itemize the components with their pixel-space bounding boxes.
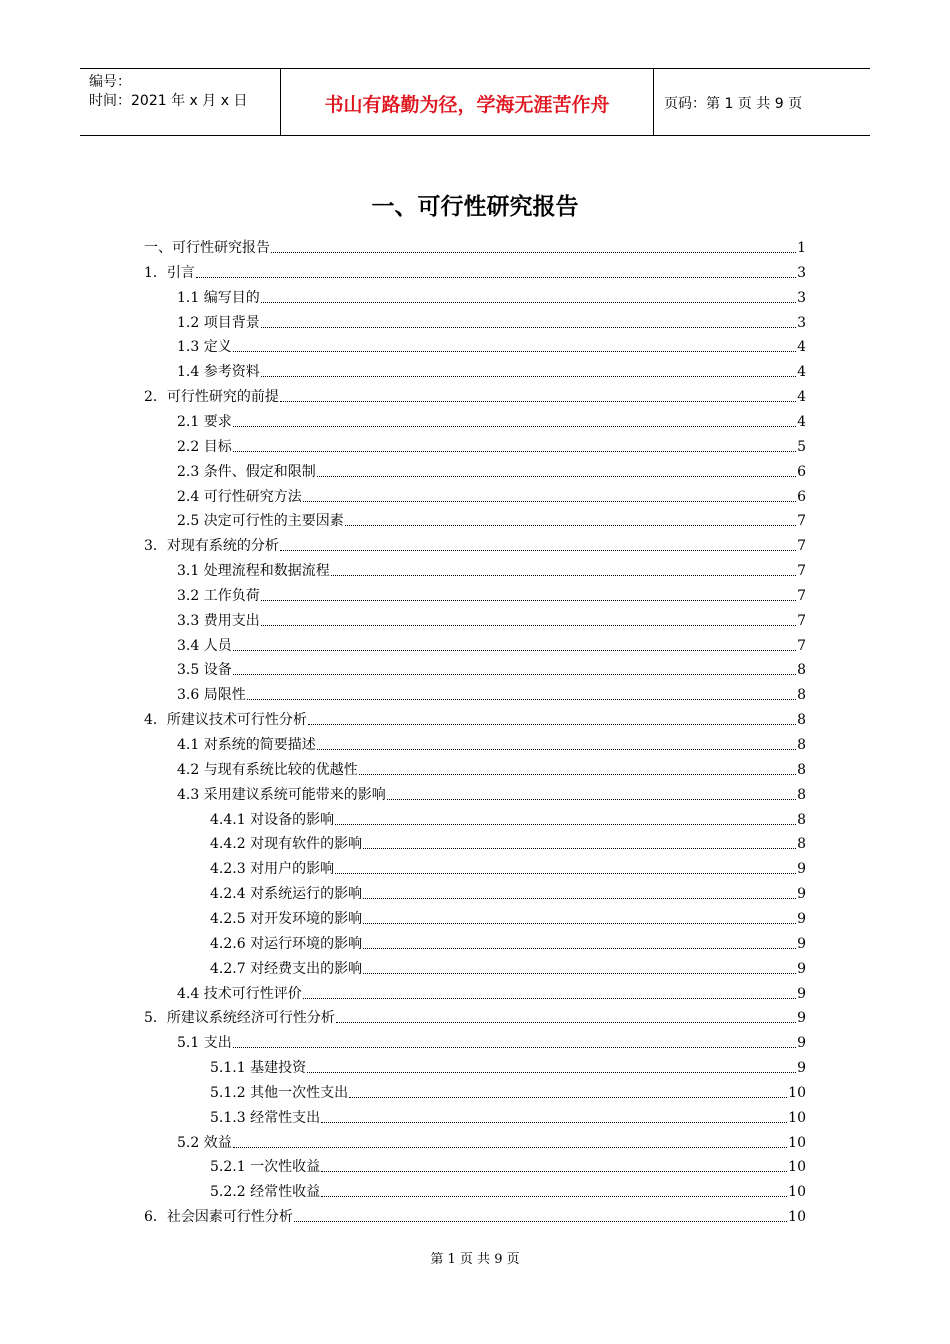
page-title: 一、可行性研究报告	[371, 194, 579, 220]
toc-leader-dots	[317, 749, 796, 750]
toc-entry-label: 4.2.7 对经费支出的影响	[210, 960, 363, 977]
toc-entry[interactable]	[144, 531, 806, 555]
toc-leader-dots	[363, 848, 796, 849]
toc-entry-page: 10	[788, 1209, 806, 1226]
toc-entry-label: 1．引言	[144, 264, 195, 281]
toc-entry-label: 5.2.1 一次性收益	[210, 1159, 321, 1176]
toc-leader-dots	[363, 898, 796, 899]
toc-entry-page: 8	[797, 662, 806, 679]
toc-entry-page: 9	[797, 1010, 806, 1027]
toc-entry[interactable]	[210, 904, 806, 928]
toc-entry[interactable]	[210, 1152, 806, 1176]
toc-entry-label: 4.4.1 对设备的影响	[210, 811, 335, 828]
toc-leader-dots	[308, 724, 796, 725]
toc-entry-label: 2.1 要求	[177, 413, 232, 430]
toc-entry[interactable]	[144, 1202, 806, 1226]
toc-leader-dots	[233, 650, 796, 651]
toc-entry-page: 8	[797, 836, 806, 853]
toc-entry-label: 5.2 效益	[177, 1134, 232, 1151]
toc-leader-dots	[387, 799, 796, 800]
toc-entry-label: 5.1.3 经常性支出	[210, 1109, 321, 1126]
toc-leader-dots	[303, 998, 796, 999]
toc-entry-page: 3	[797, 289, 806, 306]
toc-entry-page: 3	[797, 264, 806, 281]
toc-entry-page: 7	[797, 587, 806, 604]
toc-leader-dots	[335, 824, 796, 825]
toc-entry-label: 4.4 技术可行性评价	[177, 985, 302, 1002]
toc-leader-dots	[233, 426, 796, 427]
toc-entry-label: 2.4 可行性研究方法	[177, 488, 302, 505]
toc-entry[interactable]	[177, 457, 806, 481]
toc-entry[interactable]	[177, 357, 806, 381]
toc-entry[interactable]	[177, 680, 806, 704]
toc-entry-label: 一、可行性研究报告	[144, 240, 270, 256]
toc-entry-label: 1.4 参考资料	[177, 364, 260, 381]
toc-entry-label: 3.1 处理流程和数据流程	[177, 563, 330, 580]
toc-entry[interactable]	[177, 407, 806, 431]
toc-leader-dots	[233, 451, 796, 452]
toc-entry[interactable]	[210, 929, 806, 953]
toc-entry-page: 8	[797, 737, 806, 753]
document-header	[80, 68, 870, 136]
toc-leader-dots	[321, 1196, 787, 1197]
toc-entry-page: 8	[797, 687, 806, 704]
toc-entry-page: 6	[797, 488, 806, 505]
toc-leader-dots	[294, 1221, 787, 1222]
header-time: 时间：2021 年 x 月 x 日	[89, 93, 248, 109]
toc-entry-page: 9	[797, 960, 806, 977]
toc-entry[interactable]	[210, 805, 806, 829]
toc-leader-dots	[321, 1122, 787, 1123]
toc-entry[interactable]	[210, 1053, 806, 1077]
toc-entry-page: 10	[788, 1134, 806, 1151]
toc-entry-label: 4．所建议技术可行性分析	[144, 712, 307, 729]
toc-entry-page: 9	[797, 935, 806, 952]
toc-leader-dots	[336, 1022, 796, 1023]
toc-entry[interactable]	[177, 979, 806, 1003]
toc-entry-page: 9	[797, 861, 806, 878]
toc-entry-page: 10	[788, 1184, 806, 1201]
toc-leader-dots	[335, 873, 796, 874]
toc-entry-label: 4.1 对系统的简要描述	[177, 737, 316, 753]
page-footer: 第 1 页 共 9 页	[430, 1252, 520, 1267]
toc-entry-label: 4.2.3 对用户的影响	[210, 861, 335, 878]
toc-entry-page: 8	[797, 786, 806, 803]
toc-entry[interactable]	[177, 631, 806, 655]
toc-entry-page: 9	[797, 985, 806, 1002]
toc-entry[interactable]	[177, 606, 806, 630]
toc-entry[interactable]	[210, 879, 806, 903]
toc-entry-page: 4	[797, 413, 806, 430]
toc-entry[interactable]	[210, 1103, 806, 1127]
toc-entry-label: 4.2 与现有系统比较的优越性	[177, 761, 358, 778]
toc-entry-label: 5.2.2 经常性收益	[210, 1184, 321, 1201]
toc-entry[interactable]	[177, 283, 806, 307]
toc-entry[interactable]	[177, 730, 806, 754]
toc-entry-label: 3.4 人员	[177, 637, 232, 654]
toc-entry-label: 3.3 费用支出	[177, 612, 260, 629]
toc-entry[interactable]	[144, 1003, 806, 1027]
toc-leader-dots	[196, 277, 796, 278]
header-meta	[80, 69, 281, 135]
toc-leader-dots	[321, 1171, 787, 1172]
toc-entry-label: 5.1.2 其他一次性支出	[210, 1084, 349, 1101]
toc-entry-label: 5.1.1 基建投资	[210, 1060, 307, 1077]
toc-entry[interactable]	[144, 705, 806, 729]
toc-entry-label: 3.2 工作负荷	[177, 587, 260, 604]
toc-entry[interactable]	[210, 1078, 806, 1102]
toc-entry-page: 4	[797, 339, 806, 356]
toc-entry-label: 2.2 目标	[177, 438, 232, 455]
toc-entry-page: 4	[797, 389, 806, 406]
toc-entry-label: 3.5 设备	[177, 662, 232, 679]
toc-leader-dots	[233, 351, 796, 352]
toc-leader-dots	[261, 302, 796, 303]
toc-entry-label: 1.2 项目背景	[177, 314, 260, 331]
toc-entry-page: 7	[797, 563, 806, 580]
toc-leader-dots	[233, 1047, 796, 1048]
toc-entry[interactable]	[210, 954, 806, 978]
toc-entry-label: 2.3 条件、假定和限制	[177, 463, 316, 480]
toc-entry-page: 10	[788, 1109, 806, 1126]
toc-entry[interactable]	[177, 1128, 806, 1152]
toc-entry[interactable]	[210, 1177, 806, 1201]
toc-entry-label: 2.5 决定可行性的主要因素	[177, 513, 344, 530]
header-number: 编号：	[89, 74, 131, 90]
toc-leader-dots	[233, 674, 796, 675]
toc-entry-page: 7	[797, 637, 806, 654]
toc-leader-dots	[345, 525, 796, 526]
toc-leader-dots	[261, 625, 796, 626]
toc-leader-dots	[331, 575, 796, 576]
toc-entry[interactable]	[177, 432, 806, 456]
toc-leader-dots	[363, 923, 796, 924]
toc-entry[interactable]	[144, 233, 806, 257]
toc-entry-label: 6．社会因素可行性分析	[144, 1209, 293, 1226]
header-motto: 书山有路勤为径，学海无涯苦作舟	[281, 69, 654, 135]
toc-leader-dots	[261, 327, 796, 328]
toc-entry-page: 5	[797, 438, 806, 455]
toc-leader-dots	[303, 501, 796, 502]
toc-entry-label: 1.3 定义	[177, 339, 232, 356]
toc-entry[interactable]	[177, 1028, 806, 1052]
toc-entry[interactable]	[177, 581, 806, 605]
toc-entry[interactable]	[177, 755, 806, 779]
toc-leader-dots	[359, 774, 796, 775]
toc-entry-label: 4.3 采用建议系统可能带来的影响	[177, 786, 386, 803]
toc-entry-label: 4.2.6 对运行环境的影响	[210, 935, 363, 952]
toc-entry-page: 9	[797, 1060, 806, 1077]
toc-entry-label: 5.1 支出	[177, 1035, 232, 1052]
toc-entry-label: 3．对现有系统的分析	[144, 538, 279, 555]
toc-leader-dots	[261, 600, 796, 601]
toc-entry-label: 2．可行性研究的前提	[144, 389, 279, 406]
toc-entry-page: 7	[797, 538, 806, 555]
toc-entry-label: 4.2.4 对系统运行的影响	[210, 886, 363, 903]
toc-entry[interactable]	[177, 780, 806, 804]
toc-leader-dots	[349, 1097, 787, 1098]
toc-entry[interactable]	[177, 482, 806, 506]
toc-entry-page: 6	[797, 463, 806, 480]
toc-leader-dots	[247, 699, 796, 700]
toc-leader-dots	[363, 973, 796, 974]
toc-entry-page: 9	[797, 1035, 806, 1052]
toc-entry[interactable]	[177, 655, 806, 679]
toc-entry-page: 1	[797, 240, 806, 256]
toc-entry[interactable]	[210, 829, 806, 853]
toc-leader-dots	[280, 401, 796, 402]
toc-entry-page: 3	[797, 314, 806, 331]
toc-entry-page: 8	[797, 811, 806, 828]
toc-entry-page: 4	[797, 364, 806, 381]
toc-leader-dots	[280, 550, 796, 551]
toc-entry-label: 1.1 编写目的	[177, 289, 260, 306]
toc-entry[interactable]	[177, 308, 806, 332]
toc-entry-label: 4.4.2 对现有软件的影响	[210, 836, 363, 853]
header-page-info: 页码：第 1 页 共 9 页	[664, 96, 803, 112]
toc-entry-page: 8	[797, 761, 806, 778]
toc-entry[interactable]	[144, 258, 806, 282]
toc-entry[interactable]	[177, 506, 806, 530]
toc-entry[interactable]	[210, 854, 806, 878]
toc-entry[interactable]	[177, 332, 806, 356]
toc-entry-page: 8	[797, 712, 806, 729]
toc-entry-page: 10	[788, 1159, 806, 1176]
toc-leader-dots	[271, 252, 796, 253]
toc-entry-label: 4.2.5 对开发环境的影响	[210, 910, 363, 927]
toc-leader-dots	[233, 1147, 787, 1148]
toc-entry[interactable]	[177, 556, 806, 580]
toc-entry-page: 7	[797, 612, 806, 629]
toc-leader-dots	[307, 1072, 796, 1073]
toc-entry-label: 3.6 局限性	[177, 687, 246, 704]
toc-entry-page: 9	[797, 886, 806, 903]
toc-entry-page: 10	[788, 1084, 806, 1101]
toc-entry-label: 5．所建议系统经济可行性分析	[144, 1010, 335, 1027]
toc-leader-dots	[363, 948, 796, 949]
toc-entry-page: 9	[797, 910, 806, 927]
toc-entry[interactable]	[144, 382, 806, 406]
toc-leader-dots	[317, 476, 796, 477]
toc-leader-dots	[261, 376, 796, 377]
toc-entry-page: 7	[797, 513, 806, 530]
